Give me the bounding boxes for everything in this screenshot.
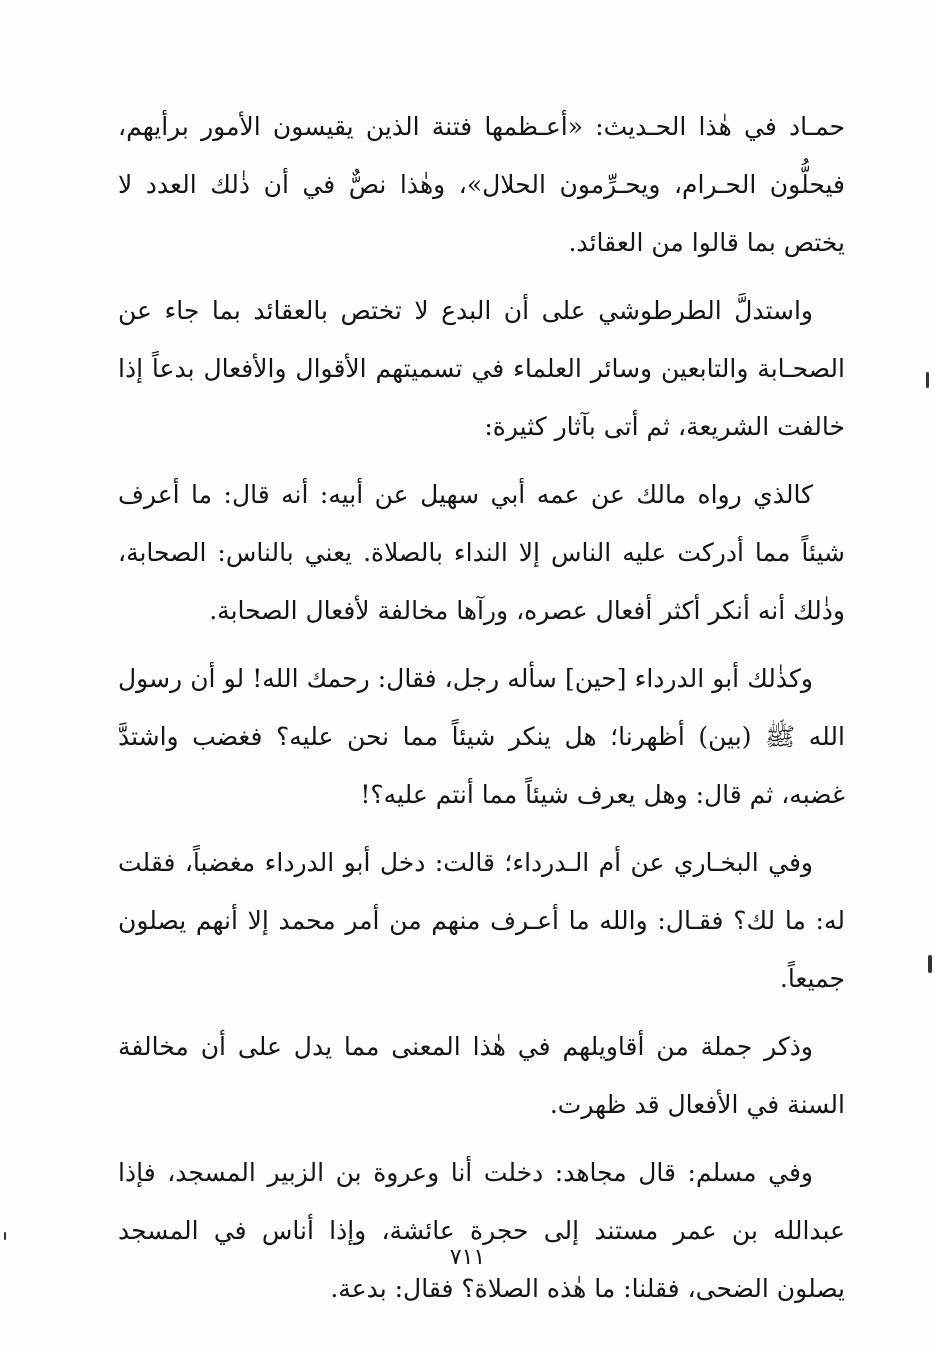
scan-speck xyxy=(926,372,929,388)
paragraph-5: وفي البخـاري عن أم الـدرداء؛ قالت: دخل أبو الدرداء مغضباً، فقلت له: ما لك؟ فقـال: والله ما أعـرف منهم من أمر محمد إلا أنهم يصلون جميعاً. xyxy=(118,848,845,993)
paragraph-7: وفي مسلم: قال مجاهد: دخلت أنا وعروة بن الزبير المسجد، فإذا عبدالله بن عمر مستند إلى حجرة عائشة، وإذا أناس في المسجد يصلون الضحى، فقلنا: ما هٰذه الصلاة؟ فقال: بدعة. xyxy=(118,1158,845,1303)
scan-speck xyxy=(928,955,932,973)
paragraph-2: واستدلَّ الطرطوشي على أن البدع لا تختص بالعقائد بما جاء عن الصحـابة والتابعين وسائر العلماء في تسميتهم الأقوال والأفعال بدعاً إذا خالفت الشريعة، ثم أتى بآثار كثيرة: xyxy=(118,296,845,441)
paragraph-6: وذكر جملة من أقاويلهم في هٰذا المعنى مما يدل على أن مخالفة السنة في الأفعال قد ظهرت. xyxy=(118,1032,845,1119)
page-body xyxy=(118,98,845,1328)
scan-speck xyxy=(4,1232,6,1240)
paragraph-3: كالذي رواه مالك عن عمه أبي سهيل عن أبيه: أنه قال: ما أعرف شيئاً مما أدركت عليه الناس إلا النداء بالصلاة. يعني بالناس: الصحابة، وذٰلك أنه أنكر أكثر أفعال عصره، ورآها مخالفة لأفعال الصحابة. xyxy=(118,480,845,625)
paragraph-4: وكذٰلك أبو الدرداء [حين] سأله رجل، فقال: رحمك الله! لو أن رسول الله ﷺ (بين) أظهرنا؛ هل ينكر شيئاً مما نحن عليه؟ فغضب واشتدَّ غضبه، ثم قال: وهل يعرف شيئاً مما أنتم عليه؟! xyxy=(118,664,845,809)
page-number: ٧١١ xyxy=(449,1245,486,1270)
paragraph-1: حمـاد في هٰذا الحـديث: «أعـظمها فتنة الذين يقيسون الأمور برأيهم، فيحلُّون الحـرام، ويحـرِّمون الحلال»، وهٰذا نصٌّ في أن ذٰلك العدد لا يختص بما قالوا من العقائد. xyxy=(118,112,845,257)
